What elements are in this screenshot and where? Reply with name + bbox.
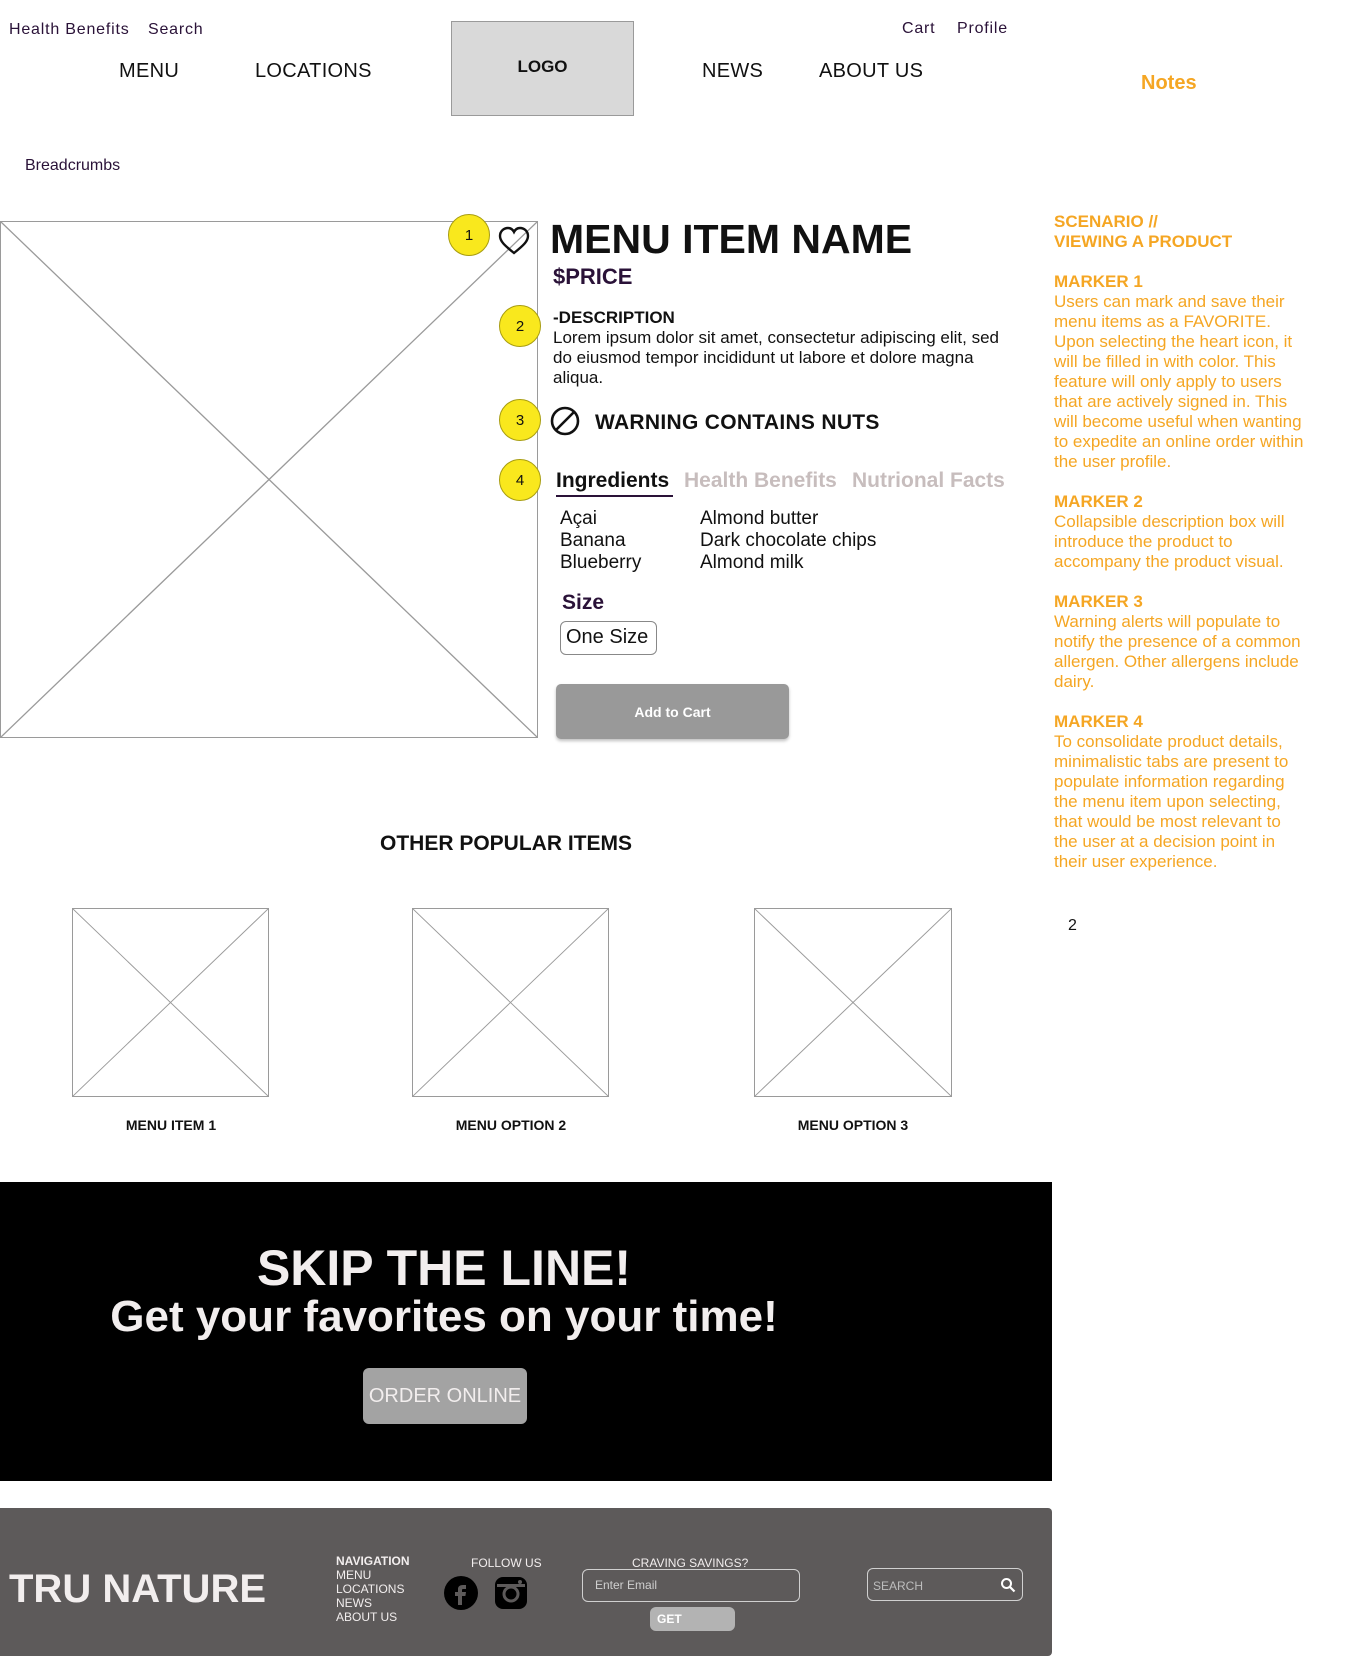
popular-item-3-image[interactable]: [754, 908, 952, 1097]
marker-note-title: MARKER 4: [1054, 712, 1143, 731]
promo-subheadline: Get your favorites on your time!: [110, 1292, 778, 1341]
footer-nav-news[interactable]: NEWS: [336, 1596, 372, 1610]
tab-health-benefits[interactable]: Health Benefits: [684, 469, 837, 492]
order-online-button[interactable]: ORDER ONLINE: [363, 1368, 527, 1424]
cart-link[interactable]: Cart: [902, 20, 936, 37]
popular-item-1-label[interactable]: MENU ITEM 1: [125, 1117, 217, 1133]
popular-items-heading: OTHER POPULAR ITEMS: [380, 832, 633, 855]
ingredient-item: Almond milk: [700, 552, 804, 573]
scenario-title-line-2: VIEWING A PRODUCT: [1054, 232, 1233, 251]
description-heading[interactable]: -DESCRIPTION: [553, 308, 675, 327]
description-text: Lorem ipsum dolor sit amet, consectetur adipiscing elit, sed do eiusmod tempor incididunt ut labore et dolore magna aliqua.: [553, 328, 999, 387]
nav-locations[interactable]: LOCATIONS: [255, 60, 372, 82]
tab-nutritional-facts[interactable]: Nutrional Facts: [852, 469, 1005, 492]
marker-note-text: Warning alerts will populate to notify the presence of a common allergen. Other allergens include dairy.: [1054, 612, 1301, 691]
ingredients-list-left: [560, 508, 641, 574]
logo[interactable]: [451, 21, 634, 116]
footer-search-placeholder: SEARCH: [873, 1579, 924, 1593]
popular-item-2-label[interactable]: MENU OPTION 2: [455, 1117, 567, 1133]
marker-1-number: 1: [464, 226, 474, 244]
marker-4-number: 4: [515, 471, 525, 489]
ingredients-list-right: [700, 508, 876, 574]
tab-ingredients[interactable]: Ingredients: [556, 469, 670, 492]
nav-news[interactable]: NEWS: [702, 60, 764, 82]
marker-1: [448, 214, 490, 256]
footer-navigation: [336, 1554, 410, 1624]
popular-item-1-image[interactable]: [72, 908, 269, 1097]
product-image-placeholder: [0, 221, 538, 738]
allergen-warning: WARNING CONTAINS NUTS: [595, 411, 880, 434]
notes-title: Notes: [1141, 72, 1197, 94]
top-link-health-benefits[interactable]: Health Benefits: [9, 21, 130, 38]
instagram-icon[interactable]: [494, 1576, 528, 1610]
product-name: MENU ITEM NAME: [550, 216, 913, 262]
follow-us-label: FOLLOW US: [471, 1556, 542, 1570]
size-label: Size: [562, 591, 605, 614]
marker-note-title: MARKER 2: [1054, 492, 1143, 511]
footer: [0, 1508, 1052, 1656]
footer-brand: TRU NATURE: [9, 1567, 267, 1611]
heart-outline-icon[interactable]: [498, 226, 530, 256]
ingredient-item: Açai: [560, 508, 597, 529]
footer-nav-about-us[interactable]: ABOUT US: [336, 1610, 398, 1624]
scenario-title-line-1: SCENARIO //: [1054, 212, 1158, 231]
ingredient-item: Almond butter: [700, 508, 819, 529]
facebook-icon[interactable]: [444, 1576, 478, 1610]
add-to-cart-button[interactable]: Add to Cart: [556, 684, 789, 739]
footer-nav-locations[interactable]: LOCATIONS: [336, 1582, 405, 1596]
ingredient-item: Banana: [560, 530, 626, 551]
nav-about-us[interactable]: ABOUT US: [819, 60, 924, 82]
breadcrumb[interactable]: Breadcrumbs: [25, 157, 121, 174]
top-link-search[interactable]: Search: [148, 21, 204, 38]
popular-item-3-label[interactable]: MENU OPTION 3: [797, 1117, 909, 1133]
marker-3: [499, 399, 541, 441]
footer-nav-heading: NAVIGATION: [336, 1554, 410, 1568]
ingredient-item: Blueberry: [560, 552, 642, 573]
no-symbol-icon: [549, 405, 581, 437]
scenario-notes: [1054, 212, 1304, 892]
promo-headline: SKIP THE LINE!: [256, 1240, 632, 1296]
nav-menu[interactable]: MENU: [119, 60, 180, 82]
marker-note-title: MARKER 3: [1054, 592, 1143, 611]
marker-note-text: Collapsible description box will introduce the product to accompany the product visual.: [1054, 512, 1285, 571]
stray-page-number: 2: [1068, 917, 1077, 934]
marker-3-number: 3: [515, 411, 525, 429]
promo-banner: [0, 1182, 1052, 1481]
marker-2-number: 2: [515, 317, 525, 335]
ingredient-item: Dark chocolate chips: [700, 530, 877, 551]
logo-text: LOGO: [517, 57, 568, 76]
profile-link[interactable]: Profile: [957, 20, 1008, 37]
marker-2: [499, 305, 541, 347]
search-icon[interactable]: [1000, 1577, 1016, 1593]
popular-item-2-image[interactable]: [412, 908, 609, 1097]
marker-4: [499, 459, 541, 501]
craving-savings-label: CRAVING SAVINGS?: [632, 1556, 749, 1570]
size-select[interactable]: One Size: [560, 621, 657, 655]
product-price: $PRICE: [553, 264, 633, 289]
active-tab-underline: [556, 495, 673, 497]
marker-note-title: MARKER 1: [1054, 272, 1143, 291]
email-field[interactable]: Enter Email: [582, 1569, 800, 1602]
get-button[interactable]: GET: [650, 1607, 735, 1631]
footer-nav-menu[interactable]: MENU: [336, 1568, 372, 1582]
marker-note-text: Users can mark and save their menu items as a FAVORITE. Upon selecting the heart icon, it will be filled in with color. This feature will only apply to users that are actively signed in. This will become useful when wanting to expedite an online order within the user profile.: [1054, 292, 1304, 471]
marker-note-text: To consolidate product details, minimalistic tabs are present to populate information regarding the menu item upon selecting, that would be most relevant to the user at a decision point in their user experience.: [1054, 732, 1289, 871]
